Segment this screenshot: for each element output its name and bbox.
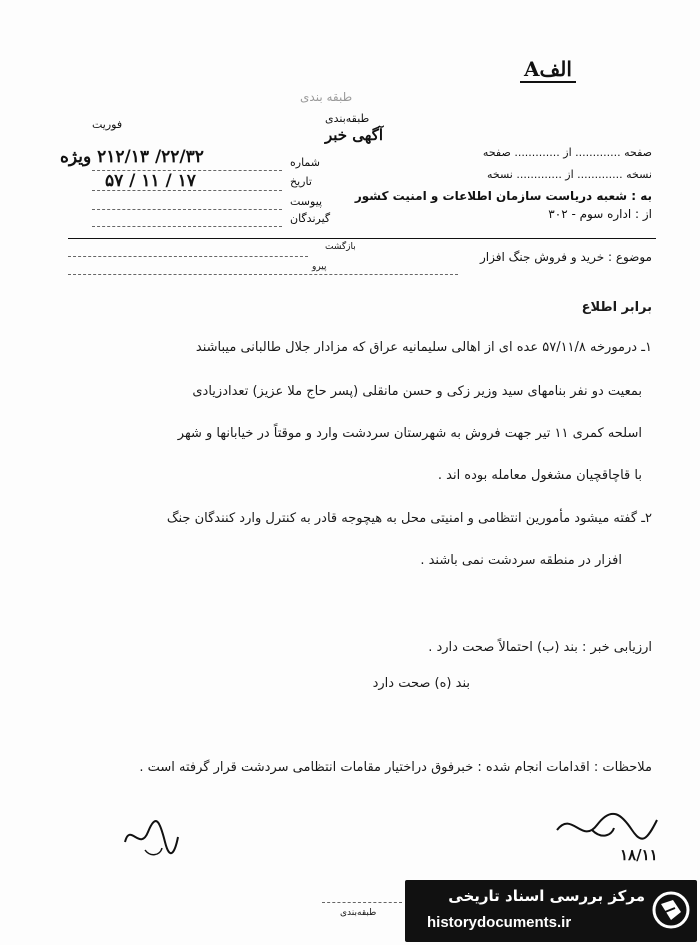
subject-value: خرید و فروش جنگ افزار xyxy=(479,250,605,264)
follow-label: پیرو xyxy=(312,262,327,272)
reference-underline xyxy=(68,256,308,257)
number-underline xyxy=(92,170,282,171)
paragraph-2-line-2: افزار در منطقه سردشت نمی باشند . xyxy=(420,553,622,568)
evaluation-line-1: ارزیابی خبر : بند (ب) احتمالاً صحت دارد . xyxy=(428,640,652,655)
signature-date: ۱۸/۱۱ xyxy=(620,846,658,864)
reference-label: بازگشت xyxy=(325,242,356,252)
recipients-label: گیرندگان xyxy=(290,212,331,225)
archive-logo-icon xyxy=(651,890,691,930)
note-line: ملاحظات : اقدامات انجام شده : خبرفوق دراختیار مقامات انتظامی سردشت قرار گرفته است . xyxy=(139,760,652,775)
paragraph-1-line-2: بمعیت دو نفر بنامهای سید وزیر زکی و حسن مانقلی (پسر حاج ملا عزیز) تعدادزیادی xyxy=(192,384,642,399)
corner-stamp: Aالف xyxy=(520,57,576,83)
paragraph-1-line-4: با قاچاقچیان مشغول معامله بوده اند . xyxy=(437,468,642,483)
attachment-underline xyxy=(92,209,282,210)
header-faint-text: طبقه بندی xyxy=(300,90,353,104)
number-label: شماره xyxy=(290,156,321,169)
to-row: به : شعبه دریاست سازمان اطلاعات و امنیت کشور xyxy=(354,189,652,203)
recipients-underline xyxy=(92,226,282,227)
subject-label: موضوع xyxy=(615,250,652,264)
date-label: تاریخ xyxy=(290,175,312,188)
page-row: صفحه ............. از ............. صفحه xyxy=(482,146,652,159)
signature-left-icon xyxy=(120,812,180,862)
from-row: از : اداره سوم - ۳۰۲ xyxy=(548,207,652,221)
watermark-title: مرکز بررسی اسناد تاریخی xyxy=(448,887,645,905)
footer-classification-label: طبقه‌بندی xyxy=(340,908,377,918)
header-separator xyxy=(68,238,656,239)
watermark-url: historydocuments.ir xyxy=(427,914,572,931)
paragraph-1-line-1: ۱ـ درمورخه ۵۷/۱۱/۸ عده ای از اهالی سلیمانیه عراق که مزادار جلال طالبانی میباشند xyxy=(195,340,652,355)
paragraph-2-line-1: ۲ـ گفته میشود مأمورین انتظامی و امنیتی محل به هیچوجه قادر به کنترل وارد کنندگان جنگ xyxy=(166,511,652,526)
classification-label: طبقه‌بندی xyxy=(325,112,370,125)
salutation: برابر اطلاع xyxy=(581,300,652,315)
paragraph-1-line-3: اسلحه کمری ۱۱ تیر جهت فروش به شهرستان سردشت وارد و موقتاً در خیابانها و شهر xyxy=(177,426,642,441)
copy-row: نسخه ............. از ............. نسخه xyxy=(486,168,652,181)
subject-underline xyxy=(68,274,458,275)
footer-underline xyxy=(322,902,402,903)
letter-date: ۱۷ / ۱۱ / ۵۷ xyxy=(105,171,196,191)
evaluation-line-2: بند (ه) صحت دارد xyxy=(372,676,470,691)
date-underline xyxy=(92,190,282,191)
letter-number: ۲۲/۳۲/ ۲۱۲/۱۳ ویژه xyxy=(60,147,204,167)
watermark-banner xyxy=(405,880,697,942)
priority-label: فوریت xyxy=(92,118,123,131)
classification-value: آگهی خبر xyxy=(325,126,384,144)
attachment-label: پیوست xyxy=(290,195,323,208)
subject-row: موضوع : خرید و فروش جنگ افزار xyxy=(479,250,652,264)
